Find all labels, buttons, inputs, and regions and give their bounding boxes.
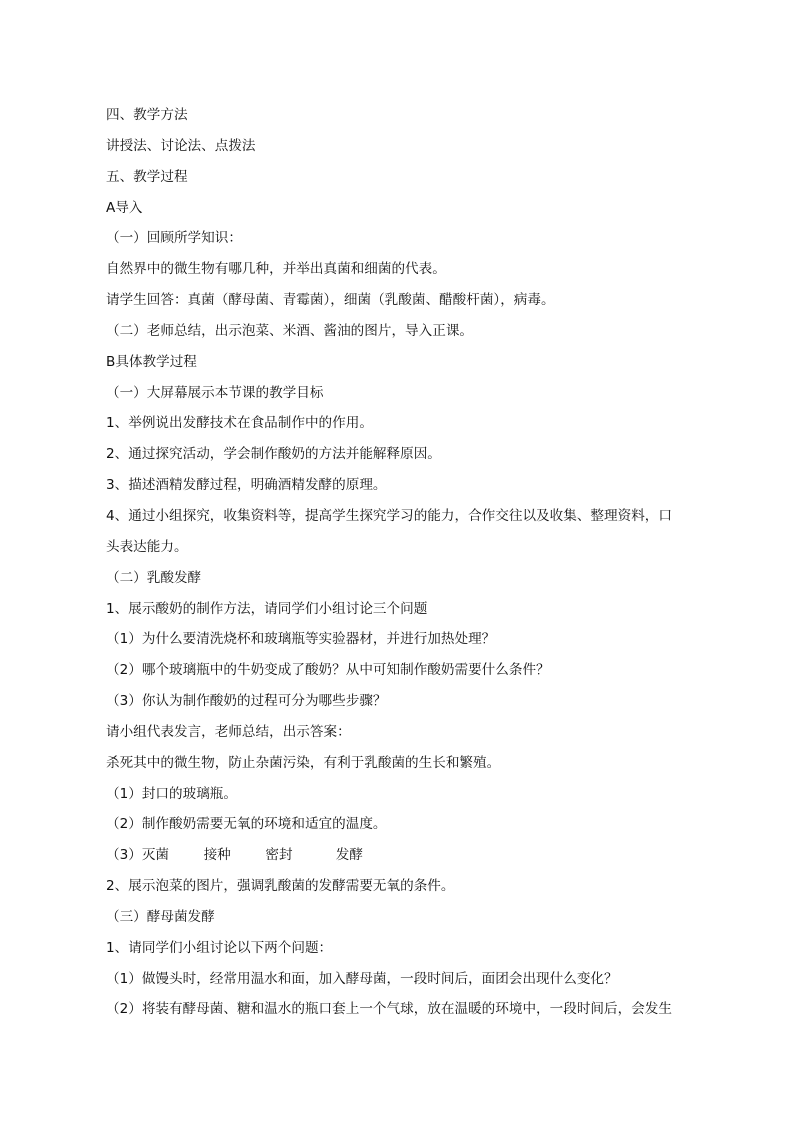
item-lactic-fermentation: （二）乳酸发酵 — [106, 569, 202, 586]
paragraph-yogurt-discussion: 1、展示酸奶的制作方法，请同学们小组讨论三个问题 — [106, 600, 428, 617]
objective-1: 1、举例说出发酵技术在食品制作中的作用。 — [106, 415, 373, 432]
question-1: （1）为什么要清洗烧杯和玻璃瓶等实验器材，并进行加热处理？ — [106, 631, 496, 648]
item-display-objectives: （一）大屏幕展示本节课的教学目标 — [106, 384, 324, 401]
objective-4-line-2: 头表达能力。 — [106, 538, 188, 555]
subheading-introduction: A导入 — [106, 199, 143, 216]
section-heading-teaching-methods: 四、教学方法 — [106, 107, 188, 123]
item-yeast-fermentation: （三）酵母菌发酵 — [106, 908, 215, 925]
paragraph-group-report: 请小组代表发言，老师总结，出示答案： — [106, 723, 351, 740]
paragraph-microbes-question: 自然界中的微生物有哪几种，并举出真菌和细菌的代表。 — [106, 261, 446, 278]
document-body — [106, 100, 692, 1025]
question-3: （3）你认为制作酸奶的过程可分为哪些步骤？ — [106, 693, 387, 710]
section-heading-teaching-process: 五、教学过程 — [106, 168, 188, 185]
yeast-question-2: （2）将装有酵母菌、糖和温水的瓶口套上一个气球，放在温暖的环境中，一段时间后，会发生 — [106, 1001, 672, 1018]
objective-4-line-1: 4、通过小组探究，收集资料等，提高学生探究学习的能力，合作交往以及收集、整理资料，口 — [106, 507, 672, 524]
item-teacher-summary: （二）老师总结，出示泡菜、米酒、酱油的图片，导入正课。 — [106, 322, 474, 339]
paragraph-student-answer: 请学生回答：真菌（酵母菌、青霉菌），细菌（乳酸菌、醋酸杆菌），病毒。 — [106, 292, 555, 309]
objective-2: 2、通过探究活动，学会制作酸奶的方法并能解释原因。 — [106, 446, 441, 463]
answer-kill-microbes: 杀死其中的微生物，防止杂菌污染，有利于乳酸菌的生长和繁殖。 — [106, 754, 501, 771]
question-2: （2）哪个玻璃瓶中的牛奶变成了酸奶？从中可知制作酸奶需要什么条件？ — [106, 662, 550, 679]
answer-3: （3）灭菌 接种 密封 发酵 — [106, 847, 363, 864]
objective-3: 3、描述酒精发酵过程，明确酒精发酵的原理。 — [106, 477, 387, 494]
item-review-knowledge: （一）回顾所学知识： — [106, 230, 242, 247]
paragraph-pickle-image: 2、展示泡菜的图片，强调乳酸菌的发酵需要无氧的条件。 — [106, 878, 455, 895]
paragraph-methods-list: 讲授法、讨论法、点拨法 — [106, 137, 256, 154]
subheading-detailed-process: B具体教学过程 — [106, 353, 197, 370]
answer-2: （2）制作酸奶需要无氧的环境和适宜的温度。 — [106, 816, 387, 833]
paragraph-yeast-discussion: 1、请同学们小组讨论以下两个问题： — [106, 939, 333, 956]
yeast-question-1: （1）做馒头时，经常用温水和面，加入酵母菌，一段时间后，面团会出现什么变化？ — [106, 970, 618, 987]
answer-1: （1）封口的玻璃瓶。 — [106, 785, 237, 802]
